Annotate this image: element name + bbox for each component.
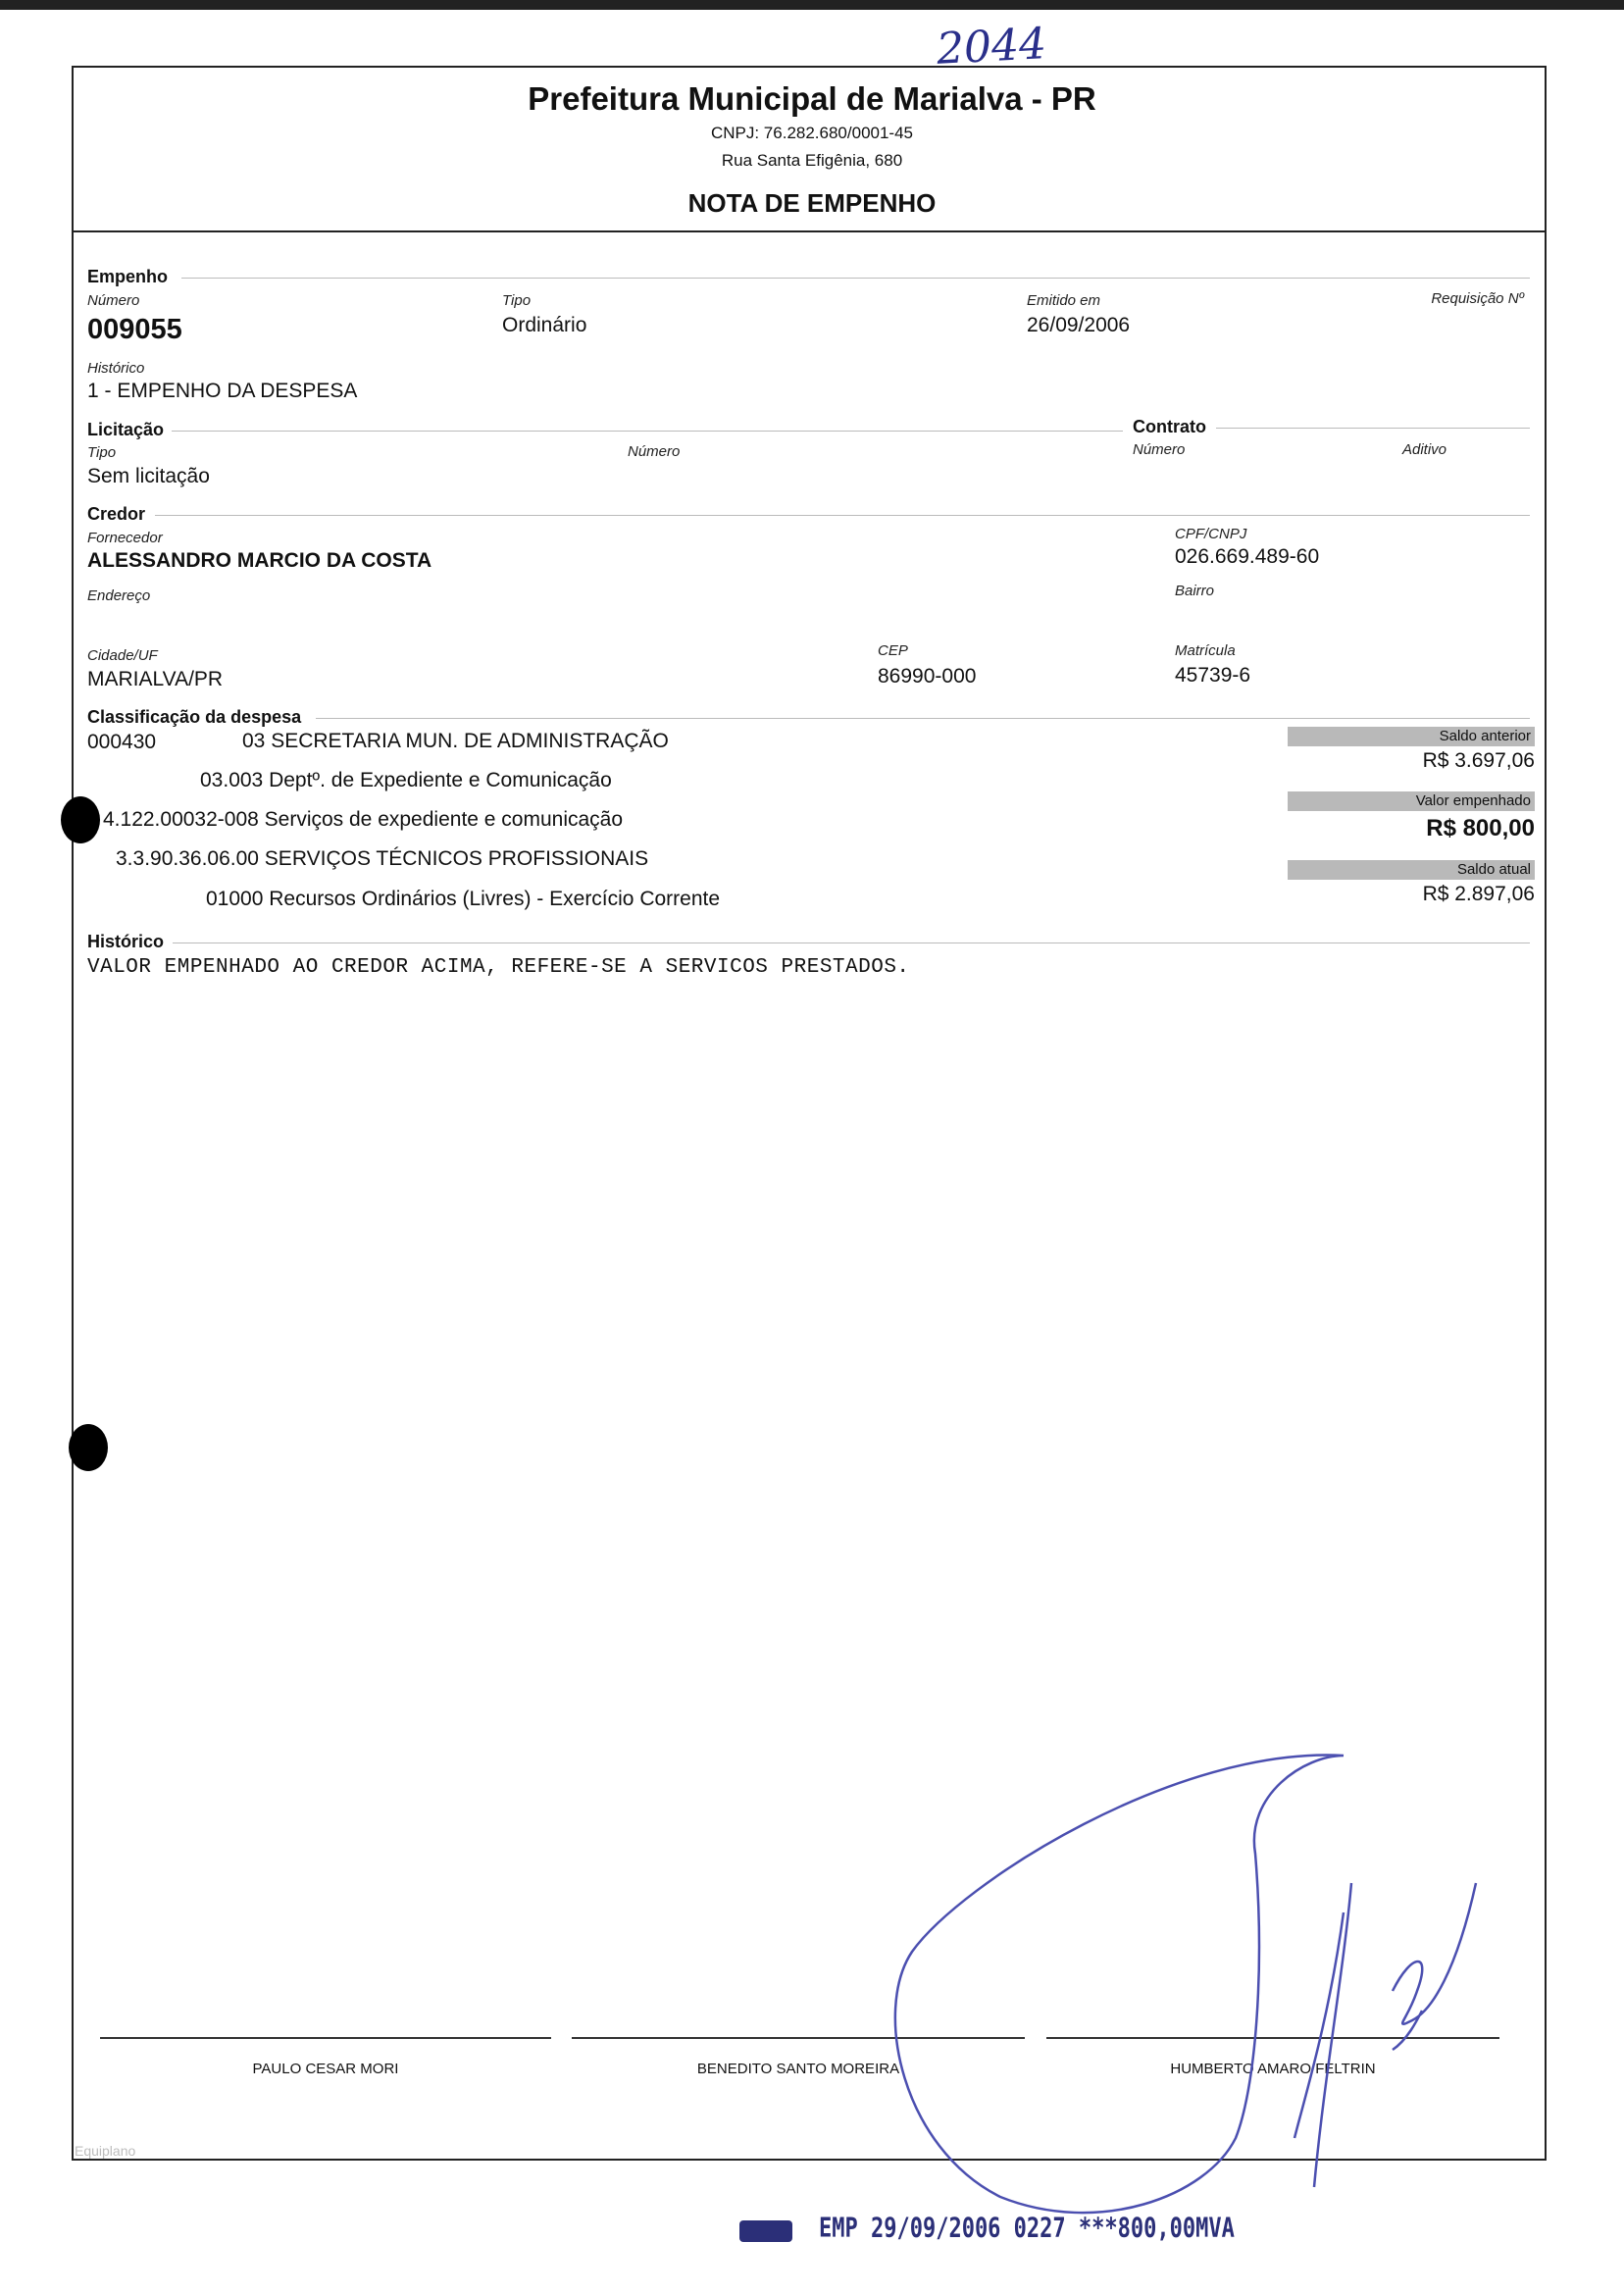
section-credor-line: [155, 515, 1530, 516]
classificacao-code: 000430: [87, 731, 157, 753]
print-stamp: EMP 29/09/2006 0227 ***800,00MVA: [819, 2213, 1235, 2245]
matricula-value: 45739-6: [1175, 664, 1251, 687]
valor-empenhado-label: Valor empenhado: [1415, 792, 1531, 809]
address-text: Rua Santa Efigênia, 680: [721, 151, 903, 170]
cpf-label: CPF/CNPJ: [1175, 526, 1247, 542]
saldo-atual-label: Saldo atual: [1456, 861, 1531, 878]
requisicao-label: Requisição Nº: [1431, 290, 1524, 307]
section-contrato: Contrato: [1133, 417, 1206, 436]
cep-value: 86990-000: [878, 665, 977, 688]
classificacao-line-3: 4.122.00032-008 Serviços de expediente e comunicação: [103, 808, 624, 831]
scan-edge: [0, 0, 1624, 10]
bairro-label: Bairro: [1175, 583, 1215, 599]
classificacao-line-5: 01000 Recursos Ordinários (Livres) - Exercício Corrente: [206, 888, 721, 910]
classificacao-line-4: 3.3.90.36.06.00 SERVIÇOS TÉCNICOS PROFISSIONAIS: [116, 847, 649, 870]
signature-line-1: [100, 2037, 551, 2039]
cpf-value: 026.669.489-60: [1175, 545, 1320, 568]
section-classificacao: Classificação da despesa: [87, 707, 302, 727]
section-empenho-line: [181, 278, 1530, 279]
contrato-numero-label: Número: [1133, 441, 1186, 458]
signature-name-3: HUMBERTO AMARO FELTRIN: [1170, 2061, 1376, 2077]
empenho-numero: 009055: [87, 314, 182, 345]
historico-text: VALOR EMPENHADO AO CREDOR ACIMA, REFERE-SE A SERVICOS PRESTADOS.: [87, 956, 910, 979]
empenho-historico-label: Histórico: [87, 360, 145, 377]
section-licitacao-line: [172, 431, 1123, 432]
matricula-label: Matrícula: [1175, 642, 1236, 659]
licitacao-numero-label: Número: [628, 443, 681, 460]
signature-name-1: PAULO CESAR MORI: [252, 2061, 399, 2077]
section-credor: Credor: [87, 504, 146, 524]
section-historico: Histórico: [87, 932, 165, 951]
contrato-aditivo-label: Aditivo: [1402, 441, 1447, 458]
endereco-label: Endereço: [87, 587, 151, 604]
fornecedor-name: ALESSANDRO MARCIO DA COSTA: [87, 549, 432, 572]
classificacao-line-1: 03 SECRETARIA MUN. DE ADMINISTRAÇÃO: [242, 730, 669, 752]
emitido-label: Emitido em: [1027, 292, 1101, 309]
cnpj-text: CNPJ: 76.282.680/0001-45: [710, 124, 914, 142]
software-mark: Equiplano: [75, 2143, 136, 2159]
punch-hole-top: [61, 796, 100, 843]
section-licitacao: Licitação: [87, 420, 165, 439]
signature-name-2: BENEDITO SANTO MOREIRA: [696, 2061, 900, 2077]
document-title: NOTA DE EMPENHO: [687, 188, 937, 218]
punch-hole-bottom: [69, 1424, 108, 1471]
valor-empenhado-bar: [1288, 791, 1535, 811]
saldo-anterior-value: R$ 3.697,06: [1422, 749, 1535, 772]
saldo-anterior-bar: [1288, 727, 1535, 746]
page-title: Prefeitura Municipal de Marialva - PR: [528, 80, 1096, 117]
saldo-atual-value: R$ 2.897,06: [1422, 883, 1535, 905]
licitacao-tipo: Sem licitação: [87, 465, 210, 487]
print-stamp-logo: [739, 2220, 792, 2242]
empenho-tipo-label: Tipo: [502, 292, 532, 309]
header-separator: [72, 230, 1547, 232]
cep-label: CEP: [878, 642, 908, 659]
emitido-date: 26/09/2006: [1027, 314, 1131, 336]
saldo-anterior-label: Saldo anterior: [1439, 728, 1531, 744]
licitacao-tipo-label: Tipo: [87, 444, 117, 461]
cidade-label: Cidade/UF: [87, 647, 158, 664]
cidade-value: MARIALVA/PR: [87, 668, 224, 690]
empenho-tipo: Ordinário: [502, 314, 587, 336]
handwritten-number: 2044: [935, 19, 1048, 75]
empenho-historico: 1 - EMPENHO DA DESPESA: [87, 380, 358, 402]
empenho-numero-label: Número: [87, 292, 140, 309]
section-contrato-line: [1216, 428, 1530, 429]
saldo-atual-bar: [1288, 860, 1535, 880]
section-classificacao-line: [316, 718, 1530, 719]
classificacao-line-2: 03.003 Deptº. de Expediente e Comunicação: [200, 769, 612, 791]
fornecedor-label: Fornecedor: [87, 530, 163, 546]
handwritten-signature: [883, 1726, 1491, 2217]
valor-empenhado-value: R$ 800,00: [1426, 815, 1535, 841]
section-empenho: Empenho: [87, 267, 169, 286]
